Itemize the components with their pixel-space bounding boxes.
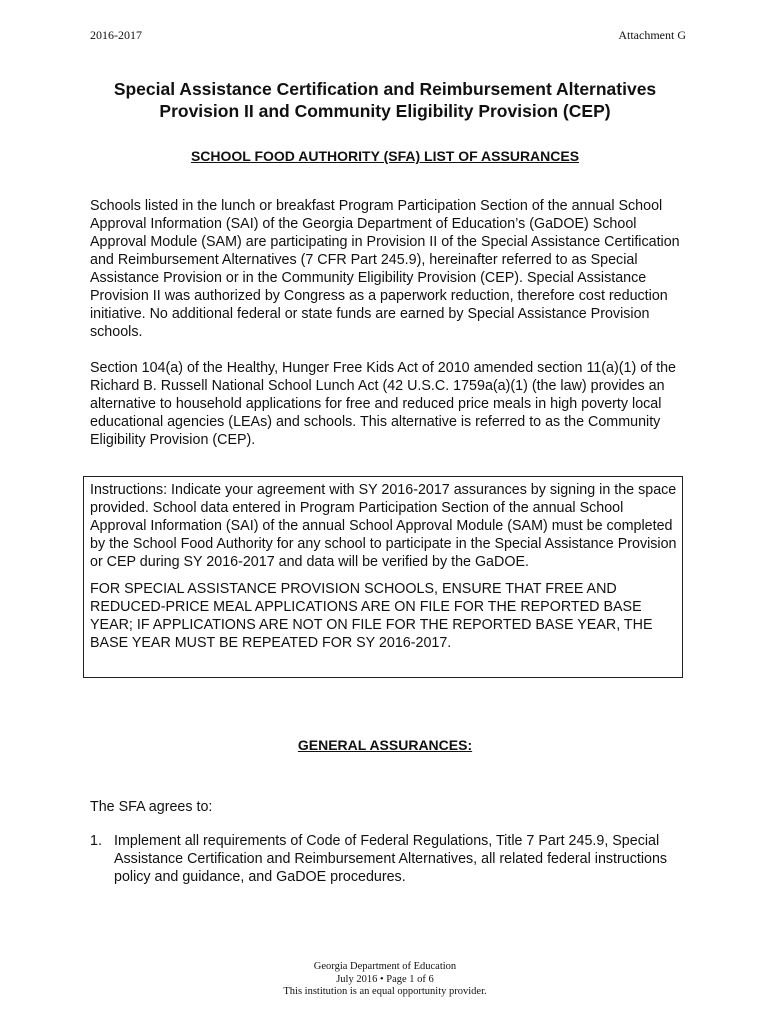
assurances-subtitle: SCHOOL FOOD AUTHORITY (SFA) LIST OF ASSURANCES (190, 148, 580, 164)
footer-department: Georgia Department of Education (313, 961, 457, 972)
list-item-text: Implement all requirements of Code of Federal Regulations, Title 7 Part 245.9, Special Assistance Certification and Reimbursement Alternatives, all related federal instructions policy and guidance, and GaDOE procedures. (114, 833, 668, 885)
footer-disclaimer: This institution is an equal opportunity provider. (283, 986, 487, 997)
intro-paragraph: Schools listed in the lunch or breakfast Program Participation Section of the annual School Approval Information (SAI) of the Georgia Department of Education’s (GaDOE) School Approval Module (SAM) are participating in Provision II of the Special Assistance Certification and Reimbursement Alternatives (7 CFR Part 245.9), hereinafter referred to as Special Assistance Provision or in the Community Eligibility Provision (CEP). Special Assistance Provision II was authorized by Congress as a paperwork reduction, therefore cost reduction initiative. No additional federal or state funds are earned by Special Assistance Provision schools. (90, 198, 680, 340)
footer-page-info: July 2016 • Page 1 of 6 (336, 973, 434, 985)
instructions-box (83, 476, 683, 678)
attachment-label: Attachment G (618, 28, 686, 42)
general-assurances-heading: GENERAL ASSURANCES: (297, 737, 473, 753)
document-year: 2016-2017 (90, 28, 142, 42)
document-title (60, 78, 710, 122)
instructions-caps-notice: FOR SPECIAL ASSISTANCE PROVISION SCHOOLS, ENSURE THAT FREE AND REDUCED-PRICE MEAL APPLICATIONS ARE ON FILE FOR THE REPORTED BASE YEAR; IF APPLICATIONS ARE NOT ON FILE FOR THE REPORTED BASE YEAR, THE BASE YEAR MUST BE REPEATED FOR SY 2016-2017. (90, 581, 653, 651)
title-line-1: Special Assistance Certification and Reimbursement Alternatives (113, 79, 657, 99)
page-footer (60, 961, 710, 999)
list-item-number: 1. (90, 833, 102, 849)
title-line-2: Provision II and Community Eligibility Provision (CEP) (159, 101, 611, 121)
list-item (90, 832, 690, 886)
cep-paragraph: Section 104(a) of the Healthy, Hunger Free Kids Act of 2010 amended section 11(a)(1) of the Richard B. Russell National School Lunch Act (42 U.S.C. 1759a(a)(1) (the law) provides an alternative to household applications for free and reduced price meals in high poverty local educational agencies (LEAs) and schools. This alternative is referred to as the Community Eligibility Provision (CEP). (90, 360, 676, 448)
sfa-agrees-text: The SFA agrees to: (90, 799, 213, 815)
instructions-text: Instructions: Indicate your agreement with SY 2016-2017 assurances by signing in the space provided. School data entered in Program Participation Section of the annual School Approval Information (SAI) of the annual School Approval Module (SAM) must be completed by the School Food Authority for any school to participate in the Special Assistance Provision or CEP during SY 2016-2017 and data will be verified by the GaDOE. (90, 482, 677, 570)
